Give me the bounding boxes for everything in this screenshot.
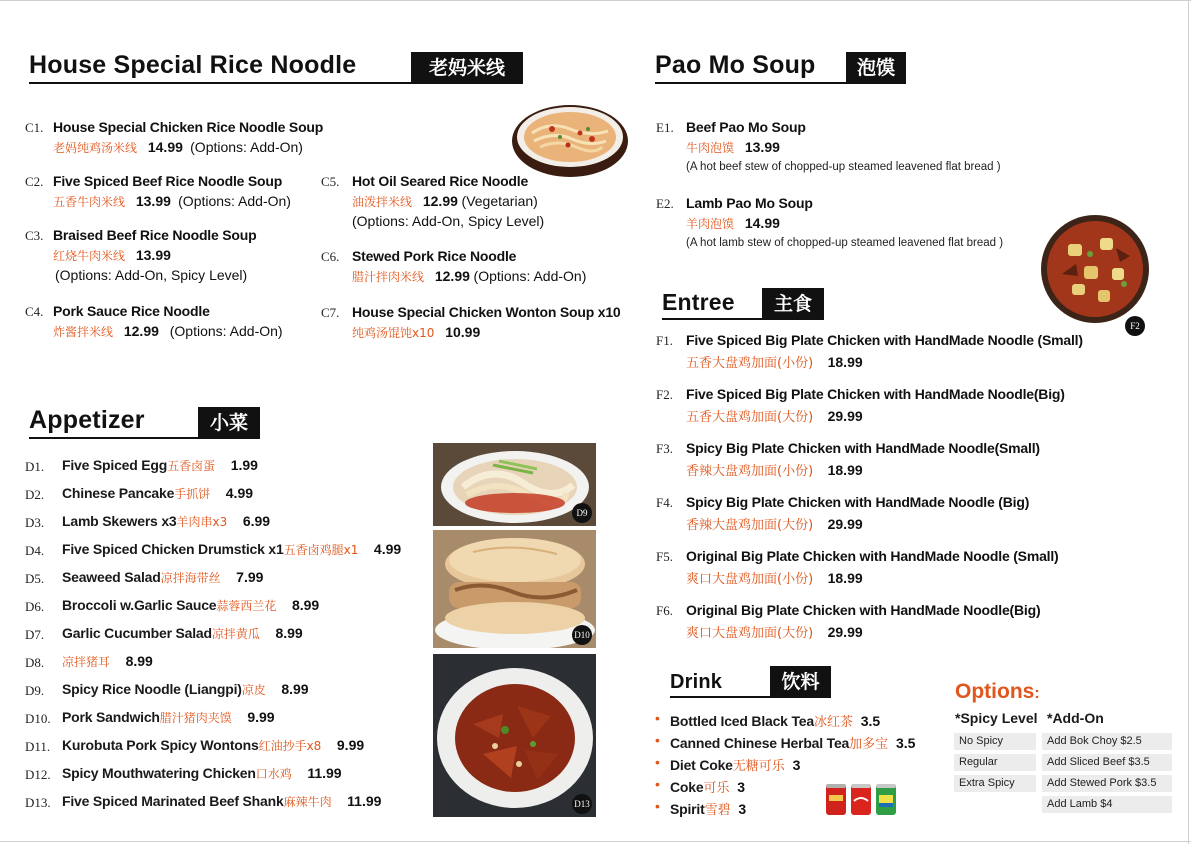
item-name: Spicy Big Plate Chicken with HandMade Noodle (Big): [686, 494, 1030, 510]
item-name-zh: 老妈纯鸡汤米线: [53, 141, 138, 155]
appetizer-rule: [29, 437, 199, 439]
bullet-icon: •: [655, 798, 660, 814]
item-price: 13.99: [744, 139, 780, 155]
top-border: [0, 0, 1191, 1]
item-code: D11.: [25, 739, 51, 754]
item-options: (Options: Add-On): [473, 268, 587, 284]
item-price: 12.99: [123, 323, 159, 339]
item-code: C5.: [321, 174, 340, 189]
spicy-option-regular[interactable]: Regular: [954, 754, 1036, 771]
item-code: E1.: [656, 120, 674, 135]
drink-name-zh: 可乐: [703, 781, 730, 796]
drink-title-zh: 饮料: [770, 666, 831, 698]
item-price: 14.99: [147, 139, 183, 155]
item-name: Five Spiced Marinated Beef Shank: [62, 793, 284, 809]
item-code: F2.: [656, 387, 673, 402]
item-name: Spicy Rice Noodle (Liangpi): [62, 681, 242, 697]
item-name: Spicy Mouthwatering Chicken: [62, 765, 256, 781]
item-name-zh: 五香牛肉米线: [53, 195, 126, 209]
liangpi-photo: [433, 443, 596, 526]
rice-noodle-rule: [29, 82, 412, 84]
item-code: C2.: [25, 174, 44, 189]
item-price: 8.99: [275, 625, 303, 641]
pao-mo-title: Pao Mo Soup: [655, 51, 816, 79]
appetizer-header: [29, 405, 261, 439]
rice-noodle-title: House Special Rice Noodle: [29, 51, 357, 79]
item-name-zh: 炸酱拌米线: [53, 325, 114, 339]
appetizer-title: Appetizer: [29, 406, 145, 434]
menu-item-c4[interactable]: [25, 303, 283, 340]
item-price: 29.99: [827, 624, 863, 640]
item-name: Spicy Big Plate Chicken with HandMade Noodle(Small): [686, 440, 1040, 456]
drink-name: Bottled Iced Black Tea: [670, 713, 814, 729]
drink-price: 3: [737, 779, 746, 795]
pao-mo-title-zh: 泡馍: [846, 52, 906, 84]
item-code: D2.: [25, 487, 45, 502]
item-code: F3.: [656, 441, 673, 456]
bullet-icon: •: [655, 754, 660, 770]
rice-noodle-header: [29, 50, 525, 84]
spicy-option-no-spicy[interactable]: No Spicy: [954, 733, 1036, 750]
item-name: Chinese Pancake: [62, 485, 175, 501]
entree-title: Entree: [662, 289, 735, 315]
item-name: Original Big Plate Chicken with HandMade Noodle(Big): [686, 602, 1041, 618]
item-name: Stewed Pork Rice Noodle: [352, 248, 517, 264]
drink-name-zh: 冰红茶: [813, 715, 853, 730]
menu-item-f1[interactable]: [656, 332, 1083, 371]
item-name: Garlic Cucumber Salad: [62, 625, 212, 641]
item-options: (Options: Add-On, Spicy Level): [55, 267, 248, 283]
menu-item-c2[interactable]: [25, 173, 291, 210]
drink-name: Coke: [670, 779, 704, 795]
item-name: Five Spiced Chicken Drumstick x1: [62, 541, 284, 557]
item-price: 12.99: [422, 193, 458, 209]
item-name: Pork Sauce Rice Noodle: [53, 303, 210, 319]
item-name: Five Spiced Beef Rice Noodle Soup: [53, 173, 283, 189]
entree-title-zh: 主食: [762, 288, 824, 320]
item-name-zh: 手抓饼: [174, 487, 211, 501]
menu-item-f5[interactable]: [656, 548, 1059, 587]
pork-sandwich-photo: [433, 530, 596, 648]
item-name-zh: 五香卤蛋: [167, 459, 216, 473]
item-code: F4.: [656, 495, 673, 510]
item-price: 9.99: [247, 709, 275, 725]
item-price: 8.99: [291, 597, 320, 613]
drink-name-zh: 雪碧: [704, 803, 731, 818]
item-price: 10.99: [445, 324, 481, 340]
beef-shank-photo: [433, 654, 596, 817]
item-price: 29.99: [827, 408, 863, 424]
item-code: C1.: [25, 120, 44, 135]
item-name-zh: 五香卤鸡腿x1: [283, 543, 359, 557]
item-name-zh: 口水鸡: [255, 767, 292, 781]
menu-item-f4[interactable]: [656, 494, 1029, 533]
item-description: (A hot lamb stew of chopped-up steamed leavened flat bread ): [686, 237, 1004, 249]
item-name-zh: 羊肉串x3: [176, 515, 228, 529]
item-name: Five Spiced Big Plate Chicken with HandMade Noodle (Small): [686, 332, 1083, 348]
item-name-zh: 红油抄手x8: [258, 739, 322, 753]
item-name: Beef Pao Mo Soup: [686, 119, 806, 135]
item-price: 4.99: [225, 485, 254, 501]
item-options: (Options: Add-On, Spicy Level): [352, 213, 545, 229]
item-options: (Options: Add-On): [178, 193, 291, 209]
item-price: 6.99: [242, 513, 271, 529]
item-name-zh: 凉拌猪耳: [62, 655, 111, 669]
item-name-zh: 蒜蓉西兰花: [216, 599, 277, 613]
item-name-zh: 香辣大盘鸡加面(大份): [686, 518, 814, 533]
item-name: Lamb Pao Mo Soup: [686, 195, 813, 211]
item-name: Kurobuta Pork Spicy Wontons: [62, 737, 259, 753]
item-vegetarian: (Vegetarian): [461, 193, 538, 209]
item-price: 18.99: [827, 354, 863, 370]
item-name-zh: 凉拌黄瓜: [211, 627, 260, 641]
item-code: D1.: [25, 459, 45, 474]
big-plate-chicken-photo: [1040, 214, 1150, 336]
spicy-level-header: *Spicy Level: [955, 710, 1038, 726]
bottom-border: [0, 841, 1191, 842]
item-price: 1.99: [230, 457, 258, 473]
item-name-zh: 腊汁拌肉米线: [352, 270, 425, 284]
item-code: C7.: [321, 305, 340, 320]
item-price: 11.99: [307, 765, 342, 781]
item-code: D9.: [25, 683, 45, 698]
item-name-zh: 爽口大盘鸡加面(大份): [686, 626, 814, 641]
item-price: 8.99: [281, 681, 309, 697]
item-price: 13.99: [135, 247, 171, 263]
item-code: D8.: [25, 655, 45, 670]
appetizer-title-zh: 小菜: [198, 407, 260, 439]
item-code: C4.: [25, 304, 44, 319]
item-code: F1.: [656, 333, 673, 348]
drink-name: Canned Chinese Herbal Tea: [670, 735, 850, 751]
spicy-option-extra-spicy[interactable]: Extra Spicy: [954, 775, 1036, 792]
bullet-icon: •: [655, 710, 660, 726]
item-options: (Options: Add-On): [169, 323, 283, 339]
bullet-icon: •: [655, 732, 660, 748]
photo-tag-d9: D9: [572, 503, 592, 523]
item-name: Pork Sandwich: [62, 709, 160, 725]
menu-item-c5[interactable]: [321, 173, 544, 229]
bullet-icon: •: [655, 776, 660, 792]
item-price: 13.99: [135, 193, 171, 209]
item-code: D7.: [25, 627, 45, 642]
item-price: 18.99: [827, 570, 863, 586]
item-price: 18.99: [827, 462, 863, 478]
item-name: Seaweed Salad: [62, 569, 161, 585]
item-code: D3.: [25, 515, 45, 530]
item-name-zh: 牛肉泡馍: [686, 141, 735, 155]
drink-cans-photo: [824, 781, 900, 817]
addon-sliced-beef[interactable]: Add Sliced Beef $3.5: [1042, 754, 1172, 771]
item-code: E2.: [656, 196, 674, 211]
menu-item-e2[interactable]: [656, 195, 1003, 249]
drink-price: 3: [738, 801, 747, 817]
menu-item-f3[interactable]: [656, 440, 1040, 479]
drink-name-zh: 无糖可乐: [732, 759, 785, 774]
pao-mo-rule: [655, 82, 847, 84]
item-name: Five Spiced Egg: [62, 457, 168, 473]
menu-item-e1[interactable]: [656, 119, 1001, 173]
drink-name-zh: 加多宝: [849, 737, 889, 752]
item-name-zh: 爽口大盘鸡加面(小份): [686, 572, 814, 587]
menu-item-f6[interactable]: [656, 602, 1040, 641]
noodle-bowl-icon: [510, 103, 630, 181]
item-name-zh: 麻辣牛肉: [283, 795, 332, 809]
item-code: D12.: [25, 767, 51, 782]
options-title-colon: :: [1034, 685, 1040, 702]
item-name-zh: 香辣大盘鸡加面(小份): [686, 464, 814, 479]
item-code: D5.: [25, 571, 45, 586]
item-code: F6.: [656, 603, 673, 618]
drink-price: 3.5: [895, 735, 916, 751]
drink-name: Diet Coke: [670, 757, 733, 773]
item-price: 12.99: [434, 268, 470, 284]
item-name-zh: 腊汁猪肉夹馍: [159, 711, 232, 725]
item-name-zh: 红烧牛肉米线: [53, 249, 126, 263]
menu-item-c6[interactable]: [321, 248, 586, 285]
item-price: 7.99: [236, 569, 264, 585]
addon-lamb[interactable]: Add Lamb $4: [1042, 796, 1172, 813]
item-name: House Special Chicken Wonton Soup x10: [352, 304, 621, 320]
add-on-header: *Add-On: [1047, 710, 1104, 726]
item-name-zh: 纯鸡汤馄饨x10: [352, 326, 435, 340]
addon-bok-choy[interactable]: Add Bok Choy $2.5: [1042, 733, 1172, 750]
item-code: D10.: [25, 711, 51, 726]
menu-item-c7[interactable]: [321, 304, 621, 341]
right-border: [1188, 0, 1189, 844]
rice-noodle-bowl-photo: [510, 103, 630, 181]
item-name-zh: 五香大盘鸡加面(大份): [686, 410, 814, 425]
item-options: (Options: Add-On): [190, 139, 303, 155]
item-name: Original Big Plate Chicken with HandMade Noodle (Small): [686, 548, 1059, 564]
menu-item-c3[interactable]: [25, 227, 256, 283]
item-price: 9.99: [336, 737, 365, 753]
item-name-zh: 五香大盘鸡加面(小份): [686, 356, 814, 371]
options-title-text: Options: [955, 680, 1035, 703]
rice-noodle-title-zh: 老妈米线: [411, 52, 523, 84]
item-name: Lamb Skewers x3: [62, 513, 177, 529]
pao-mo-header: [655, 50, 907, 84]
drink-name: Spirit: [670, 801, 705, 817]
item-name: Broccoli w.Garlic Sauce: [62, 597, 217, 613]
drink-price: 3.5: [860, 713, 881, 729]
drink-rule: [670, 696, 771, 698]
item-name: Braised Beef Rice Noodle Soup: [53, 227, 257, 243]
item-price: 14.99: [744, 215, 780, 231]
item-price: 11.99: [347, 793, 382, 809]
item-code: D13.: [25, 795, 51, 810]
options-title: [955, 680, 1040, 704]
item-code: C3.: [25, 228, 44, 243]
drink-price: 3: [792, 757, 801, 773]
item-description: (A hot beef stew of chopped-up steamed leavened flat bread ): [686, 161, 1001, 173]
item-price: 4.99: [373, 541, 402, 557]
entree-rule: [662, 318, 763, 320]
drink-title: Drink: [670, 671, 723, 693]
item-code: D6.: [25, 599, 45, 614]
item-name-zh: 凉皮: [241, 683, 266, 697]
photo-tag-d13: D13: [572, 794, 592, 814]
menu-item-f2[interactable]: [656, 386, 1065, 425]
drink-header: [670, 664, 832, 698]
item-name: Hot Oil Seared Rice Noodle: [352, 173, 529, 189]
item-price: 29.99: [827, 516, 863, 532]
item-code: F5.: [656, 549, 673, 564]
menu-item-c1[interactable]: [25, 119, 323, 156]
item-name-zh: 羊肉泡馍: [686, 217, 735, 231]
item-name: House Special Chicken Rice Noodle Soup: [53, 119, 324, 135]
photo-tag-f2: F2: [1125, 316, 1145, 336]
addon-stewed-pork[interactable]: Add Stewed Pork $3.5: [1042, 775, 1172, 792]
item-code: D4.: [25, 543, 45, 558]
item-name-zh: 油泼拌米线: [352, 195, 413, 209]
item-code: C6.: [321, 249, 340, 264]
item-name-zh: 凉拌海带丝: [160, 571, 221, 585]
entree-header: [662, 286, 824, 320]
item-name: Five Spiced Big Plate Chicken with HandMade Noodle(Big): [686, 386, 1065, 402]
photo-tag-d10: D10: [572, 625, 592, 645]
item-price: 8.99: [125, 653, 153, 669]
